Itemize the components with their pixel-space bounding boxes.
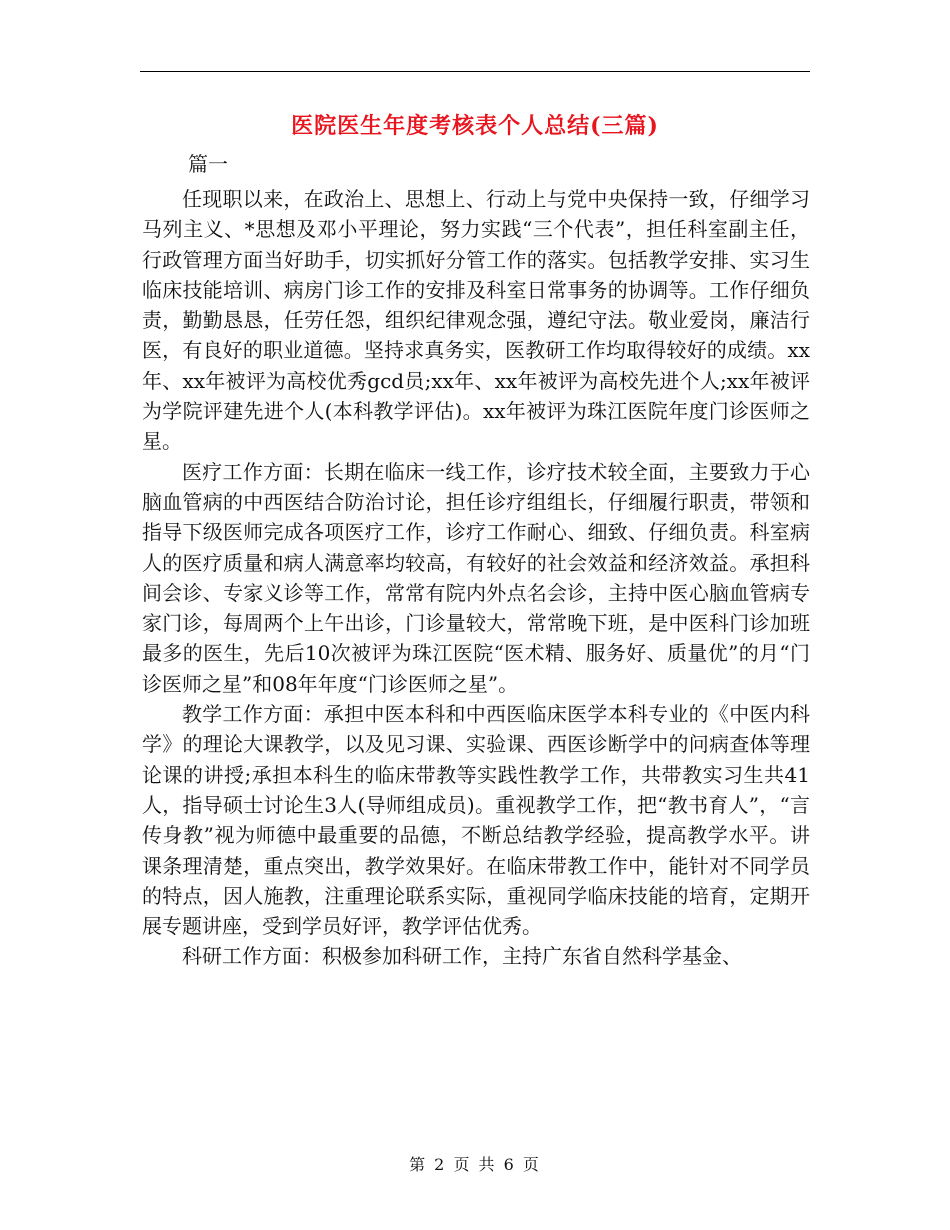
header-rule xyxy=(140,71,810,72)
section-heading: 篇一 xyxy=(188,152,228,176)
body-paragraph: 教学工作方面：承担中医本科和中西医临床医学本科专业的《中医内科学》的理论大课教学，以及见习课、实验课、西医诊断学中的问病查体等理论课的讲授;承担本科生的临床带教等实践性教学工作，共带教实习生共41人，指导硕士讨论生3人(导师组成员)。重视教学工作，把“教书育人”，“言传身教”视为师德中最重要的品德，不断总结教学经验，提高教学水平。讲课条理清楚，重点突出，教学效果好。在临床带教工作中，能针对不同学员的特点，因人施教，注重理论联系实际，重视同学临床技能的培育，定期开展专题讲座，受到学员好评，教学评估优秀。 xyxy=(142,702,810,939)
body-paragraph: 科研工作方面：积极参加科研工作，主持广东省自然科学基金、 xyxy=(182,944,742,969)
document-body xyxy=(142,184,810,972)
document-title: 医院医生年度考核表个人总结(三篇) xyxy=(291,113,659,139)
page-number: 第 2 页 共 6 页 xyxy=(409,1155,541,1174)
body-paragraph: 任现职以来，在政治上、思想上、行动上与党中央保持一致，仔细学习马列主义、*思想及邓小平理论，努力实践“三个代表”，担任科室副主任，行政管理方面当好助手，切实抓好分管工作的落实。包括教学安排、实习生临床技能培训、病房门诊工作的安排及科室日常事务的协调等。工作仔细负责，勤勤恳恳，任劳任怨，组织纪律观念强，遵纪守法。敬业爱岗，廉洁行医，有良好的职业道德。坚持求真务实，医教研工作均取得较好的成绩。xx年、xx年被评为高校优秀gcd员;xx年、xx年被评为高校先进个人;xx年被评为学院评建先进个人(本科教学评估)。xx年被评为珠江医院年度门诊医师之星。 xyxy=(142,187,810,454)
body-paragraph: 医疗工作方面：长期在临床一线工作，诊疗技术较全面，主要致力于心脑血管病的中西医结合防治讨论，担任诊疗组组长，仔细履行职责，带领和指导下级医师完成各项医疗工作，诊疗工作耐心、细致、仔细负责。科室病人的医疗质量和病人满意率均较高，有较好的社会效益和经济效益。承担科间会诊、专家义诊等工作，常常有院内外点名会诊，主持中医心脑血管病专家门诊，每周两个上午出诊，门诊量较大，常常晚下班，是中医科门诊加班最多的医生，先后10次被评为珠江医院“医术精、服务好、质量优”的月“门诊医师之星”和08年年度“门诊医师之星”。 xyxy=(142,459,810,696)
